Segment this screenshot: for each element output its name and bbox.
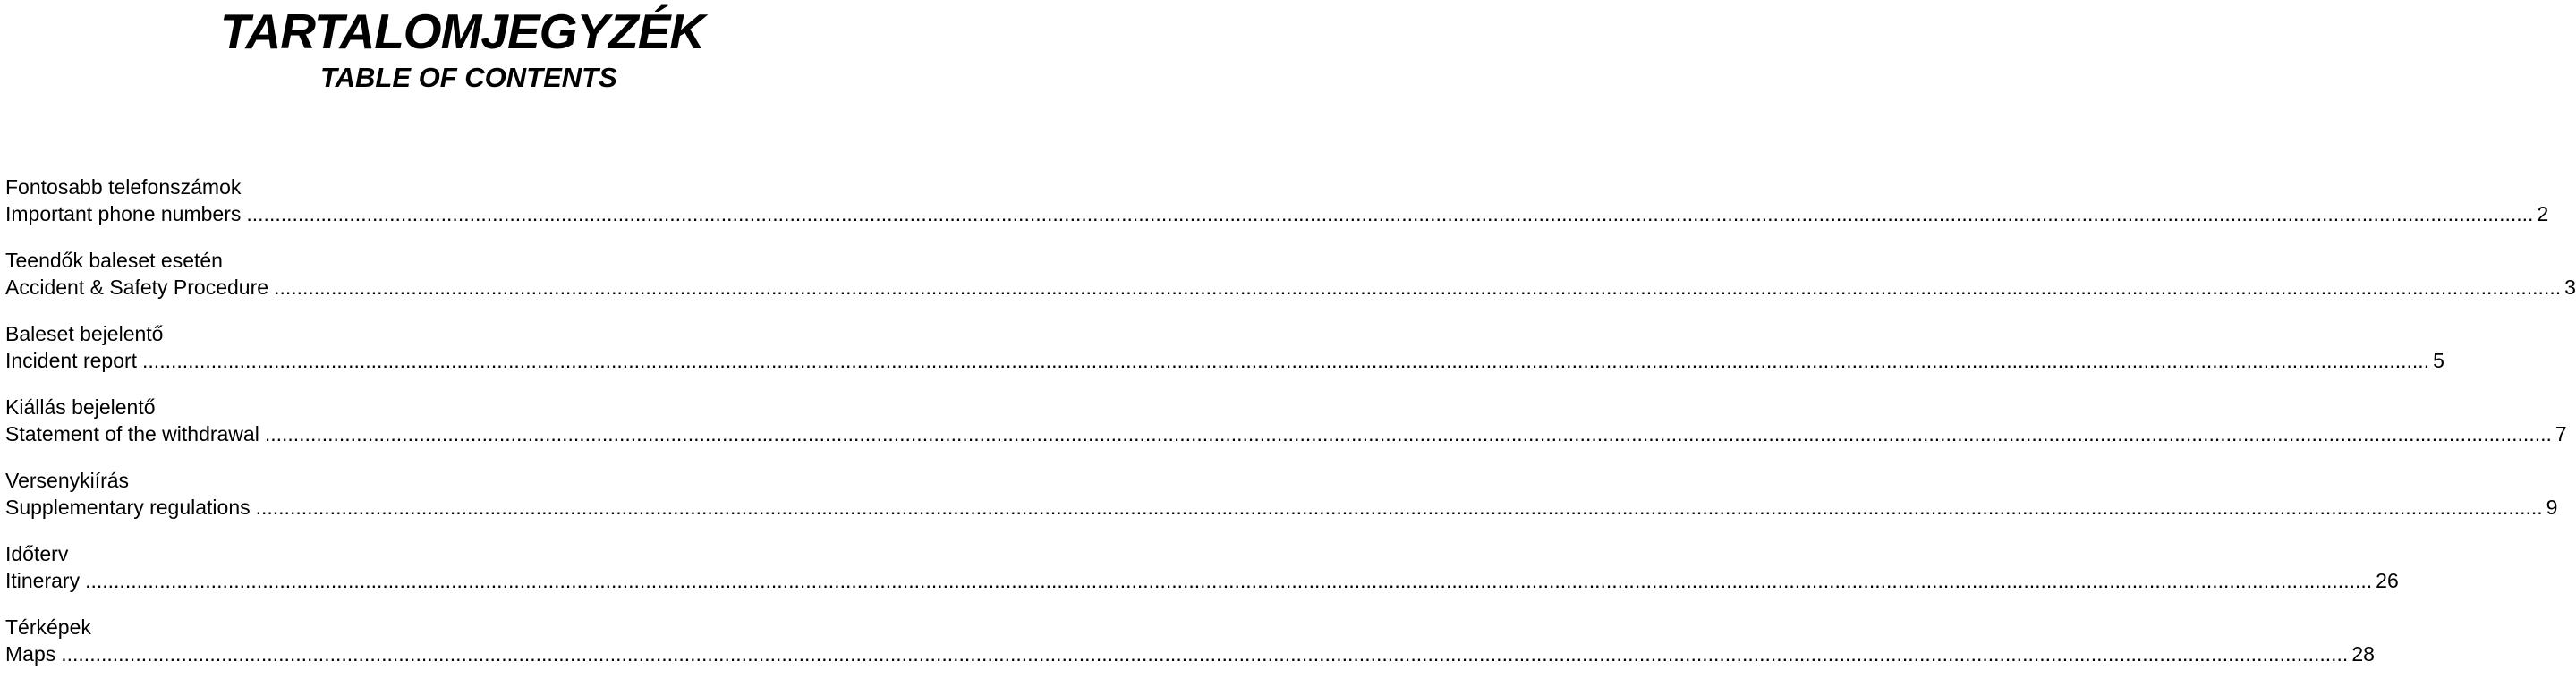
toc-page-number: 5 — [2433, 349, 2444, 372]
toc-entry[interactable] — [5, 467, 2558, 540]
toc-entry-hungarian-title: Időterv — [5, 542, 69, 565]
page-title: TARTALOMJEGYZÉK — [220, 4, 705, 59]
toc-entry-english-title: Maps — [5, 642, 56, 666]
dot-leader: ................................................................................................................................................................................................................................................................................................................................................................................................................ — [61, 642, 2349, 666]
dot-leader: ................................................................................................................................................................................................................................................................................................................................................................................................................ — [264, 422, 2552, 445]
toc-page-number: 2 — [2537, 202, 2549, 225]
toc-page-number: 26 — [2376, 569, 2399, 592]
toc-entry-english-title: Supplementary regulations — [5, 496, 251, 519]
toc-entry-hungarian-title: Fontosabb telefonszámok — [5, 175, 242, 199]
toc-entry-hungarian-title: Teendők baleset esetén — [5, 249, 223, 272]
toc-entry-hungarian-title: Térképek — [5, 615, 91, 639]
toc-page-number: 3 — [2564, 276, 2576, 299]
toc-entry[interactable] — [5, 320, 2444, 394]
dot-leader: ................................................................................................................................................................................................................................................................................................................................................................................................................ — [255, 496, 2543, 519]
toc-entry[interactable] — [5, 394, 2567, 467]
page-subtitle: TABLE OF CONTENTS — [320, 62, 617, 93]
toc-entry[interactable] — [5, 174, 2549, 247]
table-of-contents — [5, 174, 2576, 687]
toc-entry-english-title: Itinerary — [5, 569, 81, 592]
toc-entry[interactable] — [5, 247, 2576, 320]
toc-page-number: 9 — [2546, 496, 2558, 519]
toc-entry-english-title: Incident report — [5, 349, 138, 372]
toc-entry-english-title: Important phone numbers — [5, 202, 242, 225]
dot-leader: ................................................................................................................................................................................................................................................................................................................................................................................................................ — [246, 202, 2534, 225]
dot-leader: ................................................................................................................................................................................................................................................................................................................................................................................................................ — [85, 569, 2373, 592]
toc-entry[interactable] — [5, 614, 2375, 687]
toc-page-number: 7 — [2555, 422, 2567, 445]
dot-leader: ................................................................................................................................................................................................................................................................................................................................................................................................................ — [142, 349, 2430, 372]
toc-page-number: 28 — [2351, 642, 2375, 666]
dot-leader: ................................................................................................................................................................................................................................................................................................................................................................................................................ — [274, 276, 2562, 299]
toc-entry-hungarian-title: Versenykiírás — [5, 469, 130, 492]
toc-entry[interactable] — [5, 540, 2399, 614]
toc-entry-hungarian-title: Baleset bejelentő — [5, 322, 164, 345]
toc-entry-english-title: Accident & Safety Procedure — [5, 276, 269, 299]
toc-entry-hungarian-title: Kiállás bejelentő — [5, 395, 156, 419]
toc-entry-english-title: Statement of the withdrawal — [5, 422, 259, 445]
